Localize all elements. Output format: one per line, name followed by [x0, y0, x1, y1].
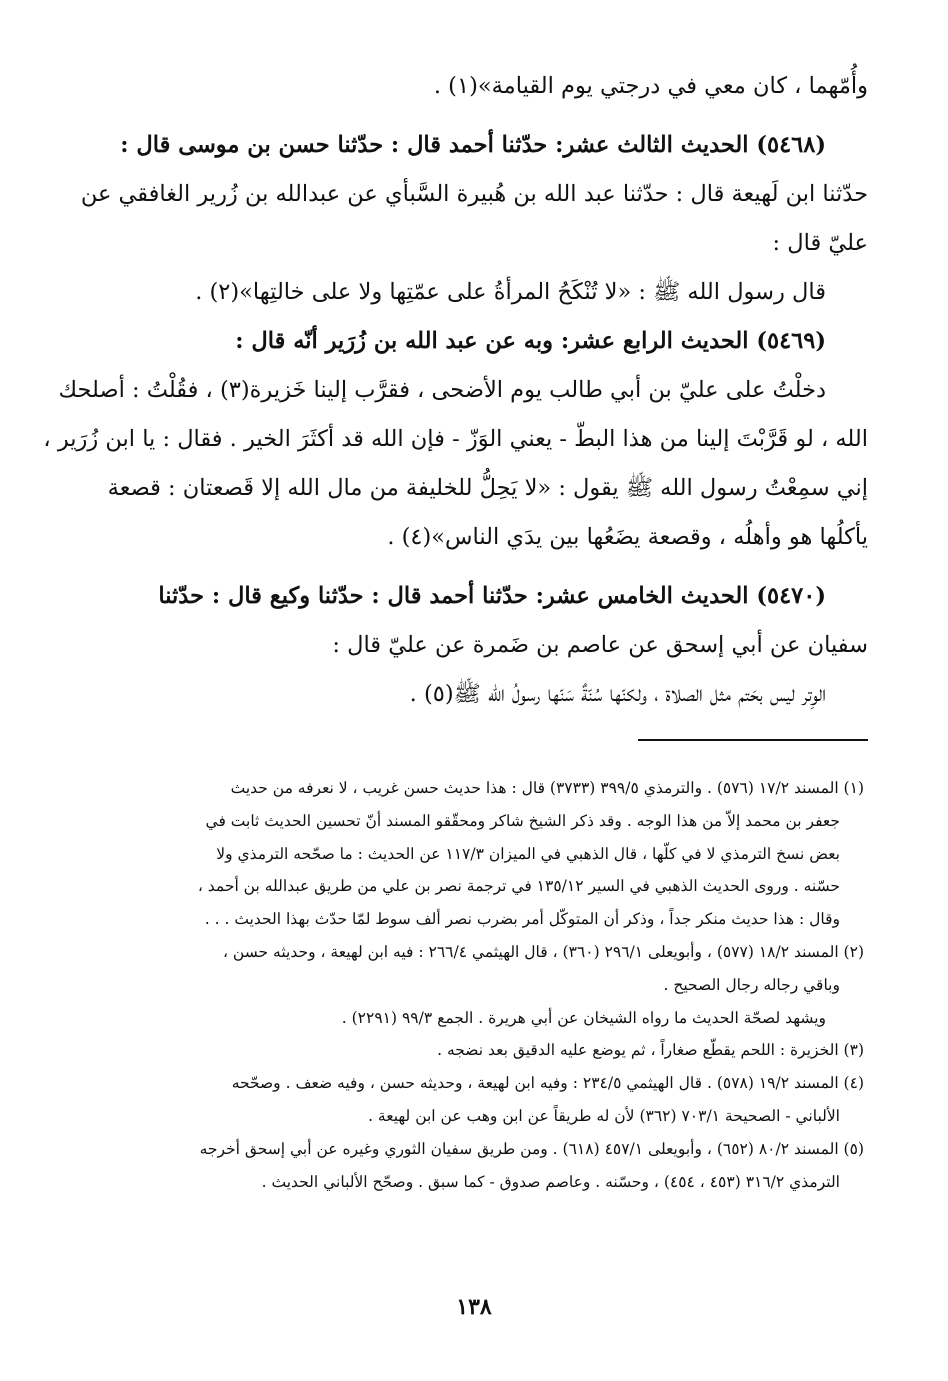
- text-line: وأُمّهما ، كان معي في درجتي يوم القيامة»(١) .: [433, 73, 868, 99]
- footnote-3: (٣) الخزيرة : اللحم يقطّع صغاراً ، ثم يوضع عليه الدقيق بعد نضجه .: [437, 1041, 864, 1060]
- hadith-heading-5468: (٥٤٦٨) الحديث الثالث عشر: حدّثنا أحمد قال : حدّثنا حسن بن موسى قال :: [120, 132, 826, 158]
- footnote-line: الترمذي ٣١٦/٢ (٤٥٣ ، ٤٥٤) ، وحسّنه . وعاصم صدوق - كما سبق . وصحّح الألباني الحديث .: [261, 1172, 840, 1191]
- footnote-line: جعفر بن محمد إلاّ من هذا الوجه . وقد ذكر الشيخ شاكر ومحقّقو المسند أنّ تحسين الحديث ثابت في: [205, 811, 840, 830]
- text-line: عليّ قال :: [772, 230, 868, 256]
- footnotes: [98, 772, 864, 1198]
- footnote-4: (٤) المسند ١٩/٢ (٥٧٨) . قال الهيثمي ٢٣٤/٥ : وفيه ابن لهيعة ، وحديثه حسن ، وفيه ضعف . وصحّحه: [231, 1074, 864, 1093]
- footnote-line: ويشهد لصحّة الحديث ما رواه الشيخان عن أبي هريرة . الجمع ٩٩/٣ (٢٢٩١) .: [341, 1008, 826, 1027]
- footnote-1: (١) المسند ١٧/٢ (٥٧٦) . والترمذي ٣٩٩/٥ (٣٧٣٣) قال : هذا حديث حسن غريب ، لا نعرفه من حديث: [230, 779, 864, 797]
- footnote-line: وقال : هذا حديث منكر جداً ، وذكر أن المتوكّل أمر بضرب نصر ألف سوط لمّا حدّث بهذا الحديث . . .: [204, 910, 840, 929]
- footnote-2: (٢) المسند ١٨/٢ (٥٧٧) ، وأبويعلى ٢٩٦/١ (٣٦٠) ، قال الهيثمي ٢٦٦/٤ : فيه ابن لهيعة ، وحديثه حسن ،: [222, 942, 864, 961]
- text-line: الله ، لو قَرَّبْتَ إلينا من هذا البطّ - يعني الوَزّ - فإن الله قد أكثَرَ الخير . فقال : يا ابن زُرَير ،: [43, 426, 868, 452]
- footnote-line: بعض نسخ الترمذي لا في كلّها ، قال الذهبي في الميزان ١١٧/٣ عن الحديث : ما صحّحه الترمذي ولا: [216, 844, 840, 863]
- footnote-5: (٥) المسند ٨٠/٢ (٦٥٢) ، وأبويعلى ٤٥٧/١ (٦١٨) . ومن طريق سفيان الثوري وغيره عن أبي إسحق أخرجه: [199, 1139, 864, 1158]
- text-line: إني سمِعْتُ رسول الله ﷺ يقول : «لا يَحِلُّ للخليفة من مال الله إلا قَصعتان : قصعة: [107, 475, 868, 501]
- text-line: دخلْتُ على عليّ بن أبي طالب يوم الأضحى ، فقرَّب إلينا خَزيرة(٣) ، فقُلْتُ : أصلحك: [58, 377, 826, 403]
- hadith-quote: قال رسول الله ﷺ : «لا تُنْكَحُ المرأةُ على عمّتِها ولا على خالتِها»(٢) .: [195, 279, 826, 305]
- text-line: يأكلُها هو وأهلُه ، وقصعة يضَعُها بين يدَي الناس»(٤) .: [387, 524, 868, 550]
- footnote-line: وباقي رجاله رجال الصحيح .: [663, 975, 840, 994]
- footnote-line: حسّنه . وروى الحديث الذهبي في السير ١٣٥/١٢ في ترجمة نصر بن علي من طريق عبدالله بن أحمد ،: [197, 877, 840, 896]
- footnote-separator: [638, 739, 868, 741]
- hadith-heading-5470: (٥٤٧٠) الحديث الخامس عشر: حدّثنا أحمد قال : حدّثنا وكيع قال : حدّثنا: [158, 583, 826, 609]
- text-line: حدّثنا ابن لَهيعة قال : حدّثنا عبد الله بن هُبيرة السَّبأي عن عبدالله بن زُرير الغافقي عن: [80, 181, 868, 207]
- main-text: [43, 62, 868, 719]
- page-number: ١٣٨: [456, 1294, 492, 1320]
- footnote-line: الألباني - الصحيحة ٧٠٣/١ (٣٦٢) لأن له طريقاً عن ابن وهب عن ابن لهيعة .: [368, 1106, 840, 1125]
- hadith-heading-5469: (٥٤٦٩) الحديث الرابع عشر: وبه عن عبد الله بن زُرَير أنّه قال :: [235, 328, 826, 354]
- hadith-quote: الوِتر ليس بحَتم مثل الصلاة ، ولكنّها سُنّةٌ سَنّها رسولُ الله ﷺ(٥) .: [409, 681, 826, 707]
- text-line: سفيان عن أبي إسحق عن عاصم بن ضَمرة عن عليّ قال :: [332, 632, 868, 658]
